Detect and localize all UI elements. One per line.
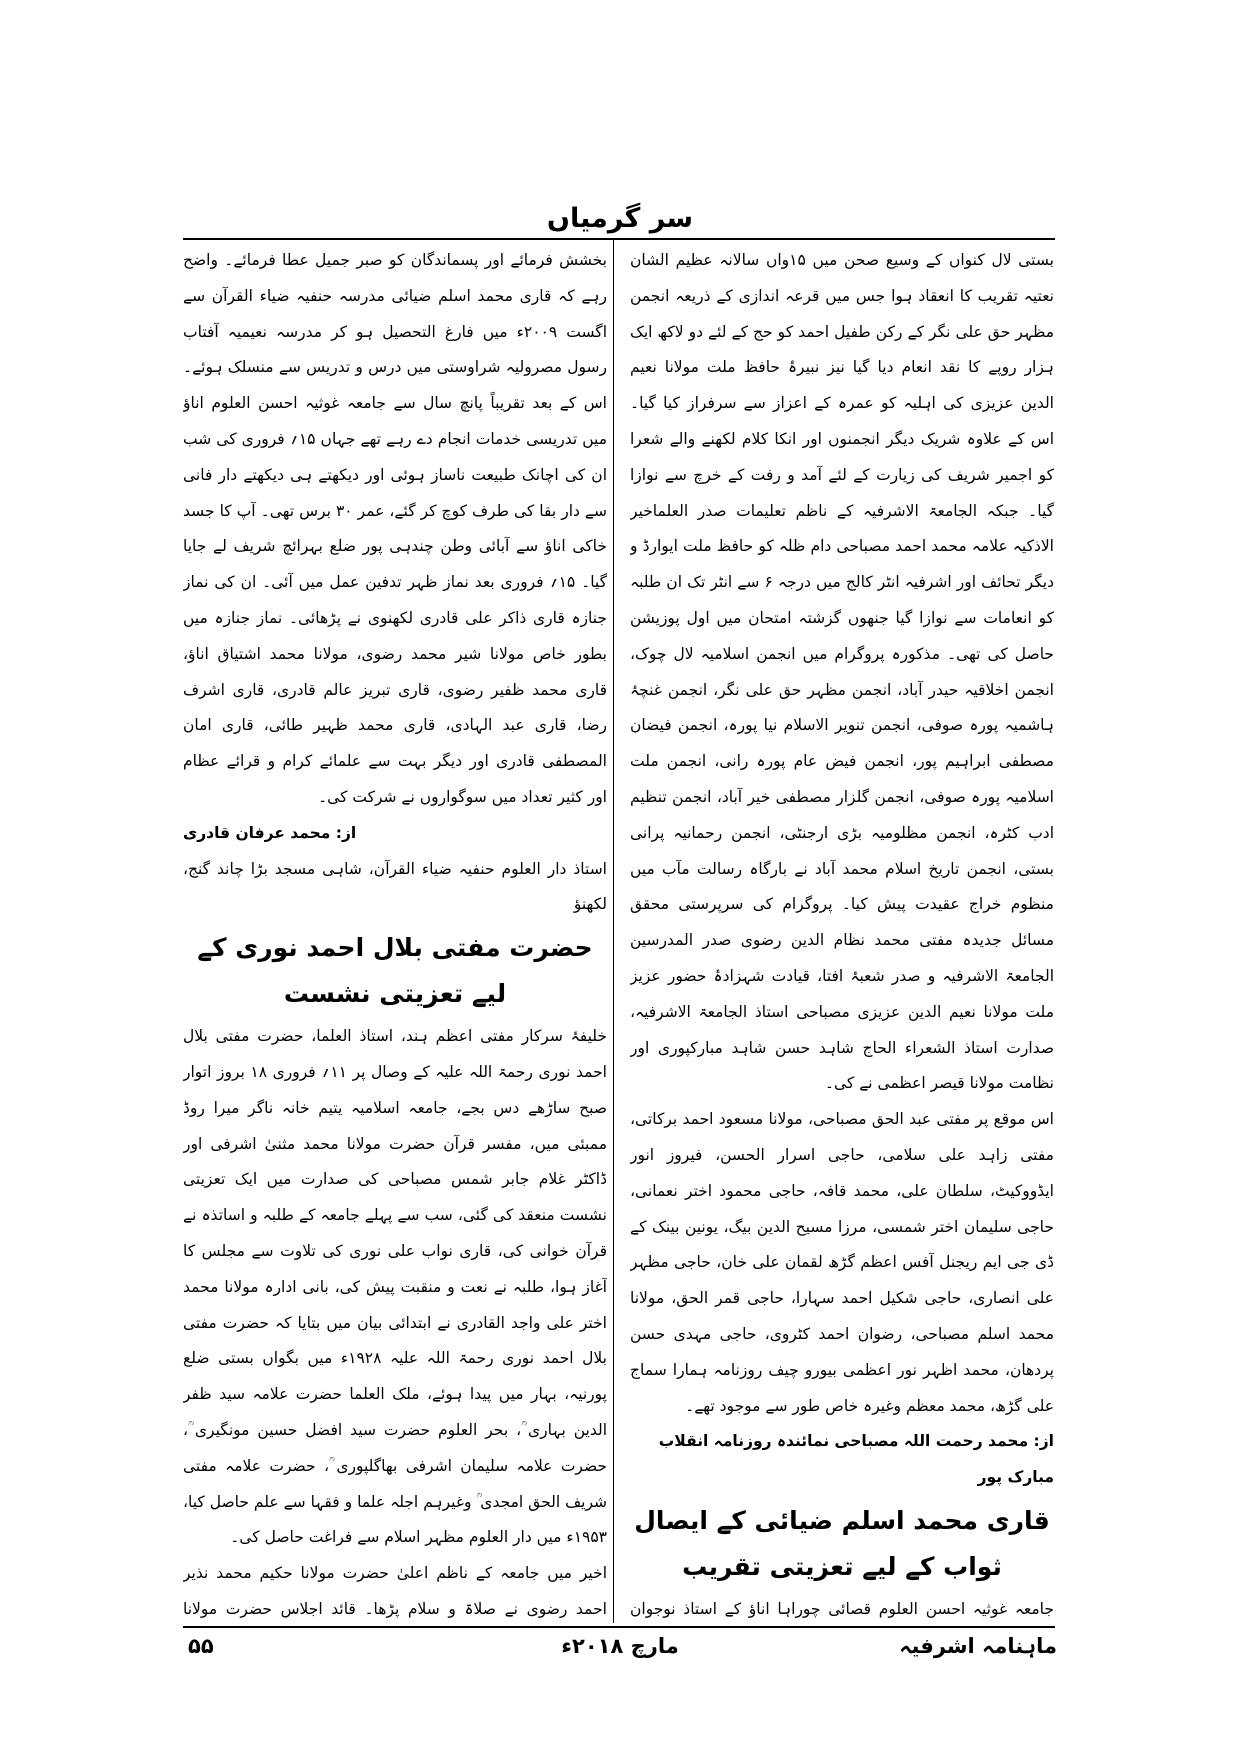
article-paragraph: بخشش فرمائے اور پسماندگان کو صبر جمیل عطا فرمائے۔ واضح رہے کہ قاری محمد اسلم ضیائی مدرسہ حنفیہ ضیاء القرآن سے اگست ۲۰۰۹ء میں فارغ التحصیل ہو کر مدرسہ نعیمیہ آفتاب رسول مصرولیہ شراوستی میں درس و تدریس سے منسلک ہوئے۔ اس کے بعد تقریباً پانچ سال سے جامعہ غوثیہ احسن العلوم اناؤ میں تدریسی خدمات انجام دے رہے تھے جہاں ۱۵؍ فروری کی شب ان کی اچانک طبیعت ناساز ہوئی اور دیکھتے ہی دیکھتے دار فانی سے دار بقا کی طرف کوچ کر گئے، عمر ۳۰ برس تھی۔ آپ کا جسد خاکی اناؤ سے آبائی وطن چندہی پور ضلع بہرائچ شریف لے جایا گیا۔ ۱۵؍ فروری بعد نماز ظہر تدفین عمل میں آئی۔ ان کی نماز جنازہ قاری ذاکر علی قادری لکھنوی نے پڑھائی۔ نماز جنازہ میں بطور خاص مولانا شیر محمد رضوی، مولانا محمد اشتیاق اناؤ، قاری محمد ظفیر رضوی، قاری تبریز عالم قادری، قاری اشرف رضا، قاری عبد الہادی، قاری محمد ظہیر طائی، قاری امان المصطفی قادری اور دیگر بہت سے علمائے کرام و قرائے عظام اور کثیر تعداد میں سوگواروں نے شرکت کی۔	[183, 251, 607, 806]
article-paragraph: خلیفۂ سرکار مفتی اعظم ہند، استاذ العلما، حضرت مفتی بلال احمد نوری رحمۃ اللہ علیہ کے وصال پر ۱۱؍ فروری ۱۸ بروز اتوار صبح ساڑھے دس بجے، جامعہ اسلامیہ یتیم خانہ ناگر میرا روڈ ممبئی میں، مفسر قرآن حضرت مولانا محمد مثنیٰ اشرفی اور ڈاکٹر غلام جابر شمس مصباحی کی صدارت میں ایک تعزیتی نشست منعقد کی گئی، سب سے پہلے جامعہ کے طلبہ و اساتذہ نے قرآن خوانی کی، قاری نواب علی نوری کی تلاوت سے مجلس کا آغاز ہوا، طلبہ نے نعت و منقبت پیش کی، بانی ادارہ مولانا محمد اختر علی واجد القادری نے ابتدائی بیان میں بتایا کہ حضرت مفتی بلال احمد نوری رحمۃ اللہ علیہ ۱۹۲۸ء میں بگواں بستی ضلع پورنیہ، بہار میں پیدا ہوئے، ملک العلما حضرت علامہ سید ظفر الدین بہاری ؒ، بحر العلوم حضرت سید افضل حسین مونگیری ؒ، حضرت علامہ سلیمان اشرفی بھاگلپوری ؒ، حضرت علامہ مفتی شریف الحق امجدی ؒ وغیرہم اجلہ علما و فقہا سے علم حاصل کیا، ۱۹۵۳ء میں دار العلوم مظہر اسلام سے فراغت حاصل کی۔	[183, 1027, 607, 1547]
byline-row	[183, 816, 607, 852]
left-column	[183, 243, 607, 1618]
section-title: سر گرمیاں	[546, 203, 694, 234]
article-heading: حضرت مفتی بلال احمد نوری کے لیے تعزیتی نشست	[197, 933, 593, 1009]
page-number: ۵۵	[188, 1634, 214, 1658]
byline-affiliation: استاذ دار العلوم حنفیہ ضیاء القرآن، شاہی مسجد بڑا چاند گنج، لکھنؤ	[183, 859, 607, 914]
article-byline: از: محمد عرفان قادری	[183, 823, 357, 842]
bottom-rule	[183, 1626, 1055, 1628]
footer-issue-date: مارچ ۲۰۱۸ء	[561, 1634, 679, 1658]
column-divider	[613, 240, 614, 1623]
right-column	[630, 243, 1054, 1618]
top-rule	[183, 238, 1055, 240]
article-byline: از: محمد رحمت اللہ مصباحی نمائندہ روزنامہ انقلاب مبارک پور	[658, 1432, 1054, 1487]
article-paragraph: اخیر میں جامعہ کے ناظم اعلیٰ حضرت مولانا حکیم محمد نذیر احمد رضوی نے صلاۃ و سلام پڑھا۔ قائد اجلاس حضرت مولانا	[183, 1564, 607, 1618]
article-paragraph: جامعہ غوثیہ احسن العلوم قصائی چوراہا اناؤ کے استاذ نوجوان	[630, 1599, 1054, 1618]
article-heading: قاری محمد اسلم ضیائی کے ایصال ثواب کے لیے تعزیتی تقریب	[634, 1505, 1050, 1581]
article-paragraph: بستی لال کنواں کے وسیع صحن میں ۱۵واں سالانہ عظیم الشان نعتیہ تقریب کا انعقاد ہوا جس میں قرعہ اندازی کے ذریعہ انجمن مظہر حق علی نگر کے رکن طفیل احمد کو حج کے لئے دو لاکھ ایک ہزار روپے کا نقد انعام دیا گیا نیز نبیرۂ حافظ ملت مولانا نعیم الدین عزیزی کی اہلیہ کو عمرہ کے اعزاز سے سرفراز کیا گیا۔ اس کے علاوہ شریک دیگر انجمنوں اور انکا کلام لکھنے والے شعرا کو اجمیر شریف کی زیارت کے لئے آمد و رفت کے خرچ سے نوازا گیا۔ جبکہ الجامعۃ الاشرفیہ کے ناظم تعلیمات صدر العلماخیر الاذکیہ علامہ محمد احمد مصباحی دام ظلہ کو حافظ ملت ایوارڈ و دیگر تحائف اور اشرفیہ انٹر کالج میں درجہ ۶ سے انٹر تک ان طلبہ کو انعامات سے نوازا گیا جنھوں گزشتہ امتحان میں اول پوزیشن حاصل کی تھی۔ مذکورہ پروگرام میں انجمن اسلامیہ لال چوک، انجمن اخلاقیہ حیدر آباد، انجمن مظہر حق علی نگر، انجمن غنچۂ ہاشمیہ پورہ صوفی، انجمن تنویر الاسلام نیا پورہ، انجمن فیضان مصطفی ابراہیم پور، انجمن فیض عام پورہ رانی، انجمن ملت اسلامیہ پورہ صوفی، انجمن گلزار مصطفی خیر آباد، انجمن تنظیم ادب کٹرہ، انجمن مظلومیہ بڑی ارجنٹی، انجمن رحمانیہ پرانی بستی، انجمن تاریخ اسلام محمد آباد نے بارگاہ رسالت مآب میں منظوم خراج عقیدت پیش کیا۔ پروگرام کی سرپرستی محقق مسائل جدیدہ مفتی محمد نظام الدین رضوی صدر المدرسین الجامعۃ الاشرفیہ و صدر شعبۂ افتا، قیادت شہزادۂ حضور عزیز ملت مولانا نعیم الدین عزیزی مصباحی استاذ الجامعۃ الاشرفیہ، صدارت استاذ الشعراء الحاج شاہد حسن شاہد مبارکپوری اور نظامت مولانا قیصر اعظمی نے کی۔	[630, 251, 1054, 1093]
footer-magazine-name: ماہنامہ اشرفیہ	[899, 1634, 1057, 1658]
article-paragraph: اس موقع پر مفتی عبد الحق مصباحی، مولانا مسعود احمد برکاتی، مفتی زاہد علی سلامی، حاجی اسرار الحسن، فیروز انور ایڈووکیٹ، سلطان علی، محمد قافہ، حاجی محمود اختر نعمانی، حاجی سلیمان اختر شمسی، مرزا مسیح الدین بیگ، یونین بینک کے ڈی جی ایم ریجنل آفس اعظم گڑھ لقمان علی خان، حاجی مظہر علی انصاری، حاجی شکیل احمد سہارا، حاجی قمر الحق، مولانا محمد اسلم مصباحی، رضوان احمد کٹروی، حاجی مہدی حسن پردھان، محمد اظہر نور اعظمی بیورو چیف روزنامہ ہمارا سماج علی گڑھ، محمد معظم وغیرہ خاص طور سے موجود تھے۔	[630, 1110, 1054, 1415]
